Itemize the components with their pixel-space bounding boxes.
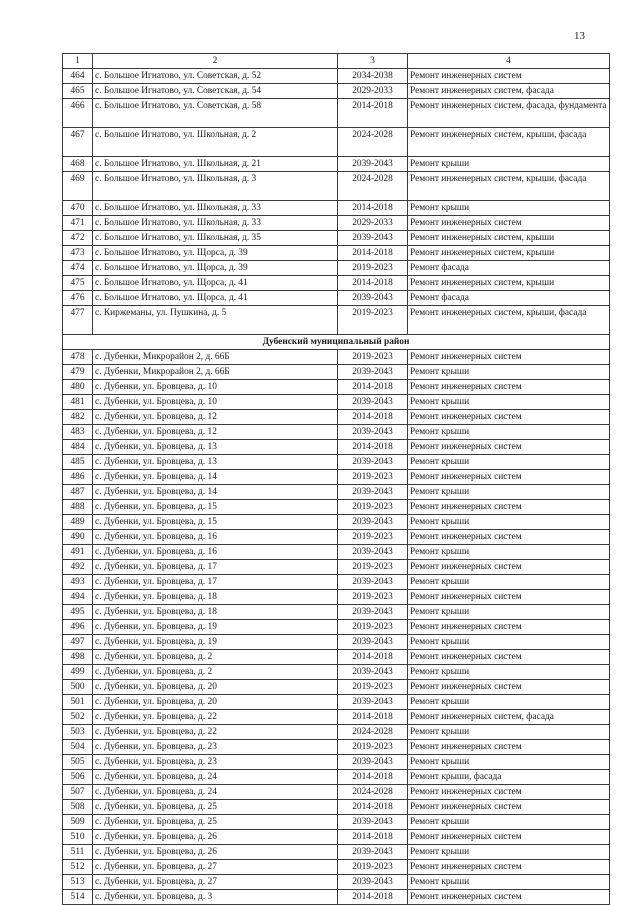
row-number: 479 <box>63 365 93 380</box>
table-row <box>63 485 610 500</box>
row-number: 490 <box>63 530 93 545</box>
work-type-cell: Ремонт инженерных систем <box>408 890 610 905</box>
work-type-cell: Ремонт крыши <box>408 755 610 770</box>
address-cell: с. Большое Игнатово, ул. Советская, д. 54 <box>93 84 338 99</box>
row-number: 486 <box>63 470 93 485</box>
period-cell: 2029-2033 <box>338 84 408 99</box>
work-type-cell: Ремонт инженерных систем <box>408 410 610 425</box>
table-row <box>63 261 610 276</box>
column-number-row <box>63 54 610 69</box>
row-number: 470 <box>63 201 93 216</box>
period-cell: 2039-2043 <box>338 665 408 680</box>
row-number: 478 <box>63 350 93 365</box>
address-cell: с. Дубенки, ул. Бровцева, д. 17 <box>93 560 338 575</box>
work-type-cell: Ремонт инженерных систем <box>408 216 610 231</box>
address-cell: с. Большое Игнатово, ул. Школьная, д. 3 <box>93 172 338 201</box>
period-cell: 2019-2023 <box>338 261 408 276</box>
period-cell: 2014-2018 <box>338 830 408 845</box>
address-cell: с. Большое Игнатово, ул. Школьная, д. 35 <box>93 231 338 246</box>
column-number: 1 <box>63 54 93 69</box>
address-cell: с. Большое Игнатово, ул. Школьная, д. 2 <box>93 128 338 157</box>
address-cell: с. Большое Игнатово, ул. Школьная, д. 33 <box>93 216 338 231</box>
row-number: 466 <box>63 99 93 128</box>
row-number: 489 <box>63 515 93 530</box>
period-cell: 2019-2023 <box>338 470 408 485</box>
work-type-cell: Ремонт инженерных систем <box>408 350 610 365</box>
period-cell: 2034-2038 <box>338 69 408 84</box>
address-cell: с. Большое Игнатово, ул. Советская, д. 52 <box>93 69 338 84</box>
work-type-cell: Ремонт инженерных систем <box>408 380 610 395</box>
work-type-cell: Ремонт крыши <box>408 395 610 410</box>
row-number: 508 <box>63 800 93 815</box>
work-type-cell: Ремонт крыши <box>408 545 610 560</box>
table-row <box>63 680 610 695</box>
period-cell: 2014-2018 <box>338 800 408 815</box>
address-cell: с. Дубенки, ул. Бровцева, д. 22 <box>93 710 338 725</box>
row-number: 501 <box>63 695 93 710</box>
row-number: 476 <box>63 291 93 306</box>
table-row <box>63 695 610 710</box>
period-cell: 2019-2023 <box>338 590 408 605</box>
work-type-cell: Ремонт крыши <box>408 605 610 620</box>
row-number: 493 <box>63 575 93 590</box>
address-cell: с. Дубенки, ул. Бровцева, д. 12 <box>93 425 338 440</box>
table-row <box>63 755 610 770</box>
period-cell: 2024-2028 <box>338 172 408 201</box>
row-number: 491 <box>63 545 93 560</box>
address-cell: с. Дубенки, ул. Бровцева, д. 18 <box>93 605 338 620</box>
table-row <box>63 246 610 261</box>
work-type-cell: Ремонт инженерных систем <box>408 620 610 635</box>
row-number: 503 <box>63 725 93 740</box>
row-number: 504 <box>63 740 93 755</box>
table-row <box>63 575 610 590</box>
row-number: 492 <box>63 560 93 575</box>
address-cell: с. Дубенки, ул. Бровцева, д. 10 <box>93 380 338 395</box>
row-number: 511 <box>63 845 93 860</box>
address-cell: с. Дубенки, ул. Бровцева, д. 15 <box>93 515 338 530</box>
address-cell: с. Большое Игнатово, ул. Щорса, д. 41 <box>93 276 338 291</box>
row-number: 464 <box>63 69 93 84</box>
row-number: 506 <box>63 770 93 785</box>
row-number: 481 <box>63 395 93 410</box>
row-number: 467 <box>63 128 93 157</box>
row-number: 468 <box>63 157 93 172</box>
table-row <box>63 830 610 845</box>
page-number: 13 <box>574 30 585 42</box>
table-row <box>63 875 610 890</box>
row-number: 471 <box>63 216 93 231</box>
period-cell: 2014-2018 <box>338 710 408 725</box>
work-type-cell: Ремонт инженерных систем <box>408 440 610 455</box>
district-section-title: Дубенский муниципальный район <box>63 335 610 350</box>
period-cell: 2024-2028 <box>338 128 408 157</box>
table-row <box>63 380 610 395</box>
work-type-cell: Ремонт инженерных систем <box>408 740 610 755</box>
work-type-cell: Ремонт инженерных систем <box>408 860 610 875</box>
address-cell: с. Дубенки, ул. Бровцева, д. 24 <box>93 785 338 800</box>
row-number: 473 <box>63 246 93 261</box>
table-row <box>63 395 610 410</box>
period-cell: 2039-2043 <box>338 157 408 172</box>
address-cell: с. Дубенки, ул. Бровцева, д. 27 <box>93 875 338 890</box>
table-row <box>63 545 610 560</box>
period-cell: 2039-2043 <box>338 455 408 470</box>
address-cell: с. Дубенки, ул. Бровцева, д. 26 <box>93 830 338 845</box>
table-row <box>63 815 610 830</box>
row-number: 475 <box>63 276 93 291</box>
address-cell: с. Дубенки, ул. Бровцева, д. 24 <box>93 770 338 785</box>
table-row <box>63 770 610 785</box>
table-row <box>63 276 610 291</box>
address-cell: с. Дубенки, ул. Бровцева, д. 20 <box>93 680 338 695</box>
period-cell: 2039-2043 <box>338 515 408 530</box>
work-type-cell: Ремонт крыши <box>408 695 610 710</box>
row-number: 494 <box>63 590 93 605</box>
work-type-cell: Ремонт инженерных систем <box>408 830 610 845</box>
work-type-cell: Ремонт крыши <box>408 157 610 172</box>
period-cell: 2039-2043 <box>338 575 408 590</box>
period-cell: 2039-2043 <box>338 485 408 500</box>
table-row <box>63 157 610 172</box>
table-row <box>63 440 610 455</box>
address-cell: с. Дубенки, ул. Бровцева, д. 13 <box>93 440 338 455</box>
address-cell: с. Большое Игнатово, ул. Школьная, д. 21 <box>93 157 338 172</box>
period-cell: 2039-2043 <box>338 815 408 830</box>
period-cell: 2014-2018 <box>338 410 408 425</box>
work-type-cell: Ремонт инженерных систем <box>408 590 610 605</box>
address-cell: с. Большое Игнатово, ул. Советская, д. 58 <box>93 99 338 128</box>
table-row <box>63 128 610 157</box>
address-cell: с. Дубенки, ул. Бровцева, д. 19 <box>93 620 338 635</box>
address-cell: с. Большое Игнатово, ул. Щорса, д. 41 <box>93 291 338 306</box>
work-type-cell: Ремонт инженерных систем <box>408 560 610 575</box>
work-type-cell: Ремонт инженерных систем, крыши, фасада <box>408 172 610 201</box>
period-cell: 2039-2043 <box>338 395 408 410</box>
row-number: 487 <box>63 485 93 500</box>
table-row <box>63 515 610 530</box>
work-type-cell: Ремонт инженерных систем <box>408 680 610 695</box>
address-cell: с. Дубенки, ул. Бровцева, д. 18 <box>93 590 338 605</box>
row-number: 472 <box>63 231 93 246</box>
period-cell: 2014-2018 <box>338 380 408 395</box>
work-type-cell: Ремонт инженерных систем <box>408 530 610 545</box>
work-type-cell: Ремонт крыши <box>408 455 610 470</box>
work-type-cell: Ремонт фасада <box>408 291 610 306</box>
address-cell: с. Большое Игнатово, ул. Щорса, д. 39 <box>93 261 338 276</box>
table-row <box>63 99 610 128</box>
period-cell: 2039-2043 <box>338 635 408 650</box>
row-number: 512 <box>63 860 93 875</box>
work-type-cell: Ремонт инженерных систем <box>408 470 610 485</box>
table-row <box>63 84 610 99</box>
address-cell: с. Дубенки, Микрорайон 2, д. 66Б <box>93 365 338 380</box>
period-cell: 2019-2023 <box>338 560 408 575</box>
table-row <box>63 365 610 380</box>
address-cell: с. Дубенки, ул. Бровцева, д. 25 <box>93 800 338 815</box>
address-cell: с. Дубенки, ул. Бровцева, д. 3 <box>93 890 338 905</box>
table-row <box>63 172 610 201</box>
period-cell: 2039-2043 <box>338 695 408 710</box>
period-cell: 2019-2023 <box>338 620 408 635</box>
work-type-cell: Ремонт инженерных систем, крыши, фасада <box>408 128 610 157</box>
address-cell: с. Дубенки, ул. Бровцева, д. 17 <box>93 575 338 590</box>
period-cell: 2029-2033 <box>338 216 408 231</box>
row-number: 507 <box>63 785 93 800</box>
period-cell: 2014-2018 <box>338 201 408 216</box>
period-cell: 2019-2023 <box>338 350 408 365</box>
address-cell: с. Дубенки, ул. Бровцева, д. 27 <box>93 860 338 875</box>
work-type-cell: Ремонт инженерных систем, фасада <box>408 710 610 725</box>
table-row <box>63 306 610 335</box>
period-cell: 2014-2018 <box>338 890 408 905</box>
work-type-cell: Ремонт крыши <box>408 425 610 440</box>
table-row <box>63 725 610 740</box>
work-type-cell: Ремонт инженерных систем <box>408 650 610 665</box>
row-number: 495 <box>63 605 93 620</box>
work-type-cell: Ремонт инженерных систем <box>408 69 610 84</box>
table-row <box>63 216 610 231</box>
period-cell: 2039-2043 <box>338 365 408 380</box>
row-number: 474 <box>63 261 93 276</box>
work-type-cell: Ремонт крыши <box>408 515 610 530</box>
row-number: 485 <box>63 455 93 470</box>
table-row <box>63 605 610 620</box>
row-number: 514 <box>63 890 93 905</box>
row-number: 498 <box>63 650 93 665</box>
address-cell: с. Дубенки, ул. Бровцева, д. 12 <box>93 410 338 425</box>
table-row <box>63 455 610 470</box>
row-number: 488 <box>63 500 93 515</box>
column-number: 3 <box>338 54 408 69</box>
address-cell: с. Дубенки, ул. Бровцева, д. 19 <box>93 635 338 650</box>
column-number: 2 <box>93 54 338 69</box>
work-type-cell: Ремонт крыши <box>408 725 610 740</box>
address-cell: с. Дубенки, ул. Бровцева, д. 23 <box>93 740 338 755</box>
work-type-cell: Ремонт крыши <box>408 665 610 680</box>
row-number: 513 <box>63 875 93 890</box>
address-cell: с. Дубенки, ул. Бровцева, д. 20 <box>93 695 338 710</box>
address-cell: с. Дубенки, ул. Бровцева, д. 23 <box>93 755 338 770</box>
period-cell: 2019-2023 <box>338 500 408 515</box>
period-cell: 2039-2043 <box>338 875 408 890</box>
period-cell: 2014-2018 <box>338 246 408 261</box>
work-type-cell: Ремонт инженерных систем <box>408 800 610 815</box>
table-row <box>63 650 610 665</box>
column-number: 4 <box>408 54 610 69</box>
address-cell: с. Дубенки, ул. Бровцева, д. 2 <box>93 665 338 680</box>
row-number: 465 <box>63 84 93 99</box>
address-cell: с. Дубенки, ул. Бровцева, д. 14 <box>93 485 338 500</box>
work-type-cell: Ремонт крыши <box>408 365 610 380</box>
table-row <box>63 890 610 905</box>
period-cell: 2039-2043 <box>338 291 408 306</box>
table-row <box>63 69 610 84</box>
table-row <box>63 530 610 545</box>
address-cell: с. Дубенки, ул. Бровцева, д. 16 <box>93 545 338 560</box>
work-type-cell: Ремонт инженерных систем, крыши <box>408 231 610 246</box>
row-number: 477 <box>63 306 93 335</box>
period-cell: 2039-2043 <box>338 231 408 246</box>
address-cell: с. Дубенки, ул. Бровцева, д. 14 <box>93 470 338 485</box>
work-type-cell: Ремонт инженерных систем <box>408 500 610 515</box>
table-row <box>63 845 610 860</box>
period-cell: 2014-2018 <box>338 650 408 665</box>
work-type-cell: Ремонт крыши <box>408 635 610 650</box>
address-cell: с. Большое Игнатово, ул. Школьная, д. 33 <box>93 201 338 216</box>
work-type-cell: Ремонт инженерных систем, фасада <box>408 84 610 99</box>
row-number: 502 <box>63 710 93 725</box>
work-type-cell: Ремонт инженерных систем, крыши <box>408 246 610 261</box>
table-row <box>63 800 610 815</box>
work-type-cell: Ремонт крыши <box>408 485 610 500</box>
work-type-cell: Ремонт крыши <box>408 875 610 890</box>
address-cell: с. Дубенки, ул. Бровцева, д. 26 <box>93 845 338 860</box>
table-row <box>63 710 610 725</box>
period-cell: 2024-2028 <box>338 785 408 800</box>
table-row <box>63 590 610 605</box>
row-number: 496 <box>63 620 93 635</box>
table-row <box>63 231 610 246</box>
work-type-cell: Ремонт инженерных систем <box>408 785 610 800</box>
address-cell: с. Дубенки, ул. Бровцева, д. 13 <box>93 455 338 470</box>
table-row <box>63 410 610 425</box>
period-cell: 2014-2018 <box>338 770 408 785</box>
period-cell: 2039-2043 <box>338 845 408 860</box>
table-row <box>63 470 610 485</box>
row-number: 482 <box>63 410 93 425</box>
table-row <box>63 291 610 306</box>
address-cell: с. Дубенки, ул. Бровцева, д. 2 <box>93 650 338 665</box>
period-cell: 2014-2018 <box>338 276 408 291</box>
period-cell: 2039-2043 <box>338 755 408 770</box>
row-number: 509 <box>63 815 93 830</box>
table-row <box>63 620 610 635</box>
work-type-cell: Ремонт крыши <box>408 201 610 216</box>
table-row <box>63 635 610 650</box>
repair-schedule-table <box>62 53 610 905</box>
period-cell: 2014-2018 <box>338 440 408 455</box>
table-row <box>63 740 610 755</box>
table-row <box>63 860 610 875</box>
address-cell: с. Дубенки, Микрорайон 2, д. 66Б <box>93 350 338 365</box>
row-number: 497 <box>63 635 93 650</box>
address-cell: с. Дубенки, ул. Бровцева, д. 15 <box>93 500 338 515</box>
table-row <box>63 785 610 800</box>
period-cell: 2019-2023 <box>338 306 408 335</box>
table-row <box>63 560 610 575</box>
work-type-cell: Ремонт инженерных систем, крыши <box>408 276 610 291</box>
address-cell: с. Дубенки, ул. Бровцева, д. 22 <box>93 725 338 740</box>
work-type-cell: Ремонт крыши <box>408 815 610 830</box>
row-number: 499 <box>63 665 93 680</box>
period-cell: 2024-2028 <box>338 725 408 740</box>
row-number: 483 <box>63 425 93 440</box>
period-cell: 2019-2023 <box>338 860 408 875</box>
table-row <box>63 350 610 365</box>
period-cell: 2019-2023 <box>338 740 408 755</box>
row-number: 505 <box>63 755 93 770</box>
row-number: 510 <box>63 830 93 845</box>
work-type-cell: Ремонт фасада <box>408 261 610 276</box>
period-cell: 2019-2023 <box>338 530 408 545</box>
work-type-cell: Ремонт крыши <box>408 845 610 860</box>
section-row <box>63 335 610 350</box>
address-cell: с. Киржеманы, ул. Пушкина, д. 5 <box>93 306 338 335</box>
row-number: 469 <box>63 172 93 201</box>
row-number: 500 <box>63 680 93 695</box>
address-cell: с. Дубенки, ул. Бровцева, д. 10 <box>93 395 338 410</box>
work-type-cell: Ремонт инженерных систем, крыши, фасада <box>408 306 610 335</box>
period-cell: 2039-2043 <box>338 545 408 560</box>
row-number: 480 <box>63 380 93 395</box>
row-number: 484 <box>63 440 93 455</box>
period-cell: 2014-2018 <box>338 99 408 128</box>
period-cell: 2039-2043 <box>338 605 408 620</box>
work-type-cell: Ремонт крыши, фасада <box>408 770 610 785</box>
period-cell: 2039-2043 <box>338 425 408 440</box>
table-row <box>63 500 610 515</box>
address-cell: с. Большое Игнатово, ул. Щорса, д. 39 <box>93 246 338 261</box>
address-cell: с. Дубенки, ул. Бровцева, д. 16 <box>93 530 338 545</box>
table-row <box>63 665 610 680</box>
work-type-cell: Ремонт инженерных систем, фасада, фундамента <box>408 99 610 128</box>
table-row <box>63 425 610 440</box>
work-type-cell: Ремонт крыши <box>408 575 610 590</box>
address-cell: с. Дубенки, ул. Бровцева, д. 25 <box>93 815 338 830</box>
table-row <box>63 201 610 216</box>
period-cell: 2019-2023 <box>338 680 408 695</box>
